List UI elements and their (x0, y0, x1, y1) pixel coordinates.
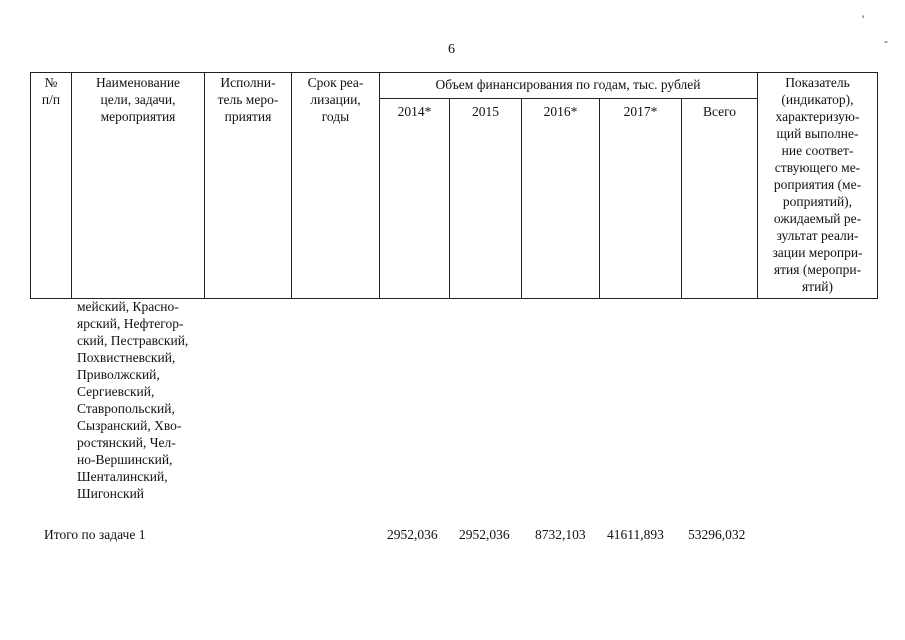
col-border (521, 98, 522, 299)
total-value: 2952,036 (387, 527, 438, 542)
header-executor: Исполни- тель меро- приятия (217, 75, 279, 124)
total-value: 8732,103 (535, 527, 586, 542)
col-border (599, 98, 600, 299)
total-value: 2952,036 (459, 527, 510, 542)
text-line: Приволжский, (77, 367, 160, 382)
header-number: № п/п (41, 75, 61, 107)
header-total: Всего (702, 104, 737, 119)
text-line: но-Вершинский, (77, 452, 173, 467)
text-line: Похвистневский, (77, 350, 176, 365)
total-label: Итого по задаче 1 (44, 527, 146, 542)
stray-mark: ' (862, 12, 865, 26)
col-border (681, 98, 682, 299)
text-line: Шенталинский, (77, 469, 168, 484)
text-line: ростянский, Чел- (77, 435, 176, 450)
header-year: 2017* (623, 104, 658, 119)
page-number: 6 (448, 42, 455, 57)
financing-divider (379, 98, 757, 99)
header-year: 2015 (472, 104, 499, 119)
header-year: 2014* (397, 104, 432, 119)
header-term: Срок реа- лизации, годы (307, 75, 364, 124)
col-border (449, 98, 450, 299)
text-line: мейский, Красно- (77, 299, 179, 314)
text-line: Сергиевский, (77, 384, 155, 399)
header-name: Наименование цели, задачи, мероприятия (95, 75, 181, 124)
text-line: Ставропольский, (77, 401, 175, 416)
text-line: ярский, Нефтегор- (77, 316, 184, 331)
text-line: Шигонский (77, 486, 145, 501)
total-value: 53296,032 (688, 527, 746, 542)
continuation-text (77, 298, 217, 502)
text-line: ский, Пестравский, (77, 333, 189, 348)
text-line: Сызранский, Хво- (77, 418, 182, 433)
table-border-top (30, 72, 878, 73)
total-value: 41611,893 (607, 527, 664, 542)
header-indicator: Показатель (индикатор), характеризую- щий выполне- ние соответ- ствующего ме- роприятия (ме- роприятий), ожидаемый ре- зультат реали- зации меропри- ятия (меропри- ятий) (772, 75, 863, 294)
table-header (30, 72, 878, 298)
header-financing-group: Объем финансирования по годам, тыс. рублей (435, 77, 701, 92)
stray-mark: - (884, 34, 888, 48)
header-year: 2016* (543, 104, 578, 119)
